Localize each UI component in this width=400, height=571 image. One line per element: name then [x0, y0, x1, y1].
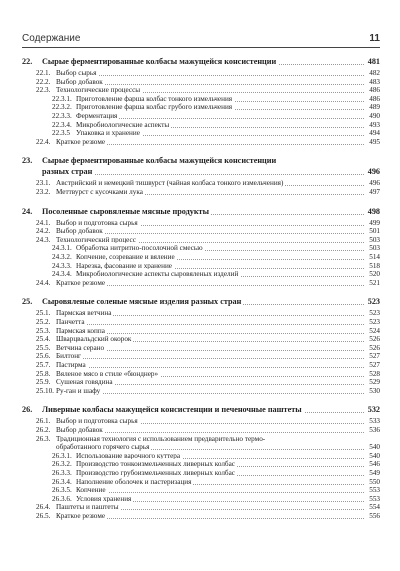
- toc-number: 24.3.1.: [52, 244, 72, 253]
- toc-number: 23.: [22, 156, 33, 166]
- toc-page: 497: [369, 188, 380, 196]
- toc-number: 26.3.1.: [52, 451, 72, 460]
- toc-title: Краткое резюме: [56, 512, 106, 520]
- toc-title: Наполнение оболочек и пастеризация: [76, 477, 192, 486]
- toc-number: 26.1.: [36, 417, 51, 426]
- toc-title: Упаковка и хранение: [76, 129, 140, 138]
- toc-number: 23.1.: [36, 179, 51, 188]
- toc-number: 22.3.: [36, 86, 51, 95]
- toc-section: [22, 57, 380, 67]
- toc-page: 499: [369, 218, 380, 227]
- toc-page: 526: [369, 343, 380, 352]
- toc-number: 24.: [22, 206, 33, 216]
- toc-page: 481: [367, 57, 380, 66]
- toc-title: Производство грубоизмельченных ливерных колбас: [76, 469, 235, 477]
- toc-section-continuation: [42, 167, 380, 177]
- toc-title: Панчетта: [56, 318, 85, 326]
- toc-number: 26.3.5.: [52, 486, 72, 495]
- toc-title: Ветчина серано: [56, 343, 105, 352]
- toc-title: Пармская коппа: [56, 326, 105, 335]
- toc-number: 25.2.: [36, 318, 51, 326]
- toc-page: 520: [369, 270, 380, 279]
- toc-page: 496: [369, 179, 380, 188]
- toc-title: Ру-ган и шафу: [56, 386, 101, 395]
- toc-page: 540: [369, 451, 380, 460]
- toc-section: [22, 207, 380, 217]
- toc-number: 25.4.: [36, 335, 51, 344]
- toc-page: 483: [369, 77, 380, 86]
- toc-page: 496: [367, 167, 380, 177]
- toc-number: 25.9.: [36, 378, 51, 387]
- toc-page: 521: [369, 278, 380, 287]
- toc-number: 26.4.: [36, 503, 51, 512]
- toc-label: [22, 156, 278, 166]
- toc-page: 486: [369, 86, 380, 95]
- toc-entry: [36, 137, 380, 147]
- toc-label: [22, 207, 211, 217]
- toc-title: Выбор и подготовка сырья: [56, 417, 138, 426]
- toc-title: Краткое резюме: [56, 137, 106, 146]
- toc-title: Обработка нитритно-посолочной смесью: [76, 244, 203, 253]
- toc-number: 24.3.4.: [52, 270, 72, 279]
- toc-title: Технологические процессы: [56, 86, 141, 95]
- toc-title: Ферментация: [76, 112, 118, 120]
- toc-number: 26.: [22, 405, 33, 415]
- toc-number: 26.3.4.: [52, 477, 72, 486]
- toc-section: [22, 156, 380, 166]
- toc-title: обработанного горячего сырья: [56, 443, 150, 452]
- toc-page: 546: [369, 460, 380, 469]
- toc-title: Ливерные колбасы мажущейся консистенции и печеночные паштеты: [42, 405, 302, 415]
- toc-title: Микробиологические аспекты сыровяленых изделий: [76, 270, 239, 279]
- toc-title: Выбор добавок: [56, 227, 103, 236]
- toc-number: 23.2.: [36, 188, 51, 196]
- toc-page: 527: [369, 361, 380, 369]
- toc-page: 528: [369, 369, 380, 378]
- toc-page: 514: [369, 253, 380, 261]
- toc-page: 532: [367, 405, 380, 415]
- toc-title: Выбор добавок: [56, 426, 103, 434]
- toc-number: 25.8.: [36, 369, 51, 378]
- toc-title: Копчение: [76, 486, 106, 495]
- toc-title: Австрийский и немецкий тишвурст (чайная колбаса тонкого измельчения): [56, 179, 284, 188]
- toc-title: Сушеная говядина: [56, 378, 113, 387]
- toc-number: 25.: [22, 297, 33, 307]
- toc-number: 22.3.5: [52, 129, 70, 138]
- toc-page: 533: [369, 417, 380, 426]
- toc-title: Приготовление фарша колбас грубого измельчения: [76, 103, 233, 112]
- toc-number: 22.: [22, 57, 33, 66]
- toc-label: [36, 278, 107, 288]
- toc-title: Вяленое мясо в стиле «бюнднер»: [56, 369, 159, 378]
- toc-page: 489: [369, 103, 380, 112]
- toc-page: 523: [367, 297, 380, 307]
- toc-page: 540: [369, 443, 380, 452]
- toc-title: Приготовление фарша колбас тонкого измельчения: [76, 94, 233, 103]
- toc-page: 494: [369, 129, 380, 138]
- toc-title: Нарезка, фасование и хранение: [76, 261, 172, 270]
- toc-number: 25.5.: [36, 343, 51, 352]
- toc-number: 24.3.3.: [52, 261, 72, 270]
- toc-section: [22, 405, 380, 415]
- toc-page: 501: [369, 227, 380, 236]
- toc-title: Производство тонкоизмельченных ливерных колбас: [76, 460, 235, 469]
- toc-number: 22.3.1.: [52, 94, 72, 103]
- toc-page: 495: [369, 137, 380, 146]
- toc-label: [36, 386, 102, 396]
- toc-page: 553: [369, 486, 380, 495]
- toc-entry: [36, 386, 380, 396]
- toc-number: 22.2.: [36, 77, 51, 86]
- toc-title: разных стран: [42, 167, 93, 177]
- toc-page: 482: [369, 69, 380, 77]
- toc-title: Пастирма: [56, 361, 86, 369]
- toc-entry: [36, 187, 380, 197]
- toc-page: 529: [369, 378, 380, 387]
- toc-title: Сырые ферментированные колбасы мажущейся консистенции: [42, 57, 277, 66]
- toc-label: [36, 137, 107, 147]
- toc-page: 518: [369, 261, 380, 270]
- toc-number: 26.3.6.: [52, 494, 72, 503]
- toc-number: 22.4.: [36, 137, 51, 146]
- toc-number: 26.5.: [36, 512, 51, 520]
- toc-number: 24.3.: [36, 235, 51, 244]
- toc-title: Билтонг: [56, 352, 81, 361]
- toc-title: Традиционная технология с использованием предварительно термо-: [56, 434, 266, 443]
- toc-title: Шварцвальдский окорок: [56, 335, 132, 344]
- toc-label: [22, 405, 304, 415]
- toc-number: 26.3.: [36, 434, 51, 443]
- toc-entry: [36, 278, 380, 288]
- toc-title: Копчение, созревание и вяление: [76, 253, 175, 261]
- toc-title: Посоленные сыровяленые мясные продукты: [42, 206, 209, 216]
- toc-title: Пармская ветчина: [56, 309, 112, 318]
- toc-page: 523: [369, 318, 380, 326]
- toc-label: [36, 187, 145, 197]
- toc-page: 527: [369, 352, 380, 361]
- toc-label: [36, 511, 107, 521]
- toc-number: 25.7.: [36, 361, 51, 369]
- toc-page: 554: [369, 503, 380, 512]
- toc-label: [22, 297, 243, 307]
- toc-number: 26.2.: [36, 426, 51, 434]
- toc-page: 526: [369, 335, 380, 344]
- toc-title: Выбор и подготовка сырья: [56, 218, 138, 227]
- toc-entry: [36, 511, 380, 521]
- toc-page: 523: [369, 309, 380, 318]
- toc-title: Краткое резюме: [56, 278, 106, 287]
- toc-page: 486: [369, 94, 380, 103]
- toc-section: [22, 297, 380, 307]
- toc-page: 493: [369, 120, 380, 129]
- page-number: 11: [369, 33, 380, 44]
- toc-title: Сыровяленые соленые мясные изделия разных стран: [42, 297, 242, 307]
- toc-number: 24.4.: [36, 278, 51, 287]
- toc-label: [42, 167, 94, 177]
- toc-label: [22, 57, 278, 67]
- toc-page: 550: [369, 477, 380, 486]
- toc-number: 24.2.: [36, 227, 51, 236]
- toc-number: 25.1.: [36, 309, 51, 318]
- toc-page: 553: [369, 494, 380, 503]
- toc-page: 503: [369, 244, 380, 253]
- toc-title: Выбор добавок: [56, 77, 103, 86]
- toc-number: 22.3.4.: [52, 120, 72, 129]
- toc-number: 24.1.: [36, 218, 51, 227]
- toc-number: 22.3.3.: [52, 112, 72, 120]
- toc-page: 503: [369, 235, 380, 244]
- toc-page: 530: [369, 386, 380, 395]
- toc-page: 549: [369, 469, 380, 477]
- toc-title: Сырые ферментированные колбасы мажущейся консистенции: [42, 156, 277, 166]
- toc-title: Меттвурст с кусочками лука: [56, 188, 143, 196]
- toc-title: Микробиологические аспекты: [76, 120, 170, 129]
- toc-number: 25.6.: [36, 352, 51, 361]
- toc-number: 24.3.2.: [52, 253, 72, 261]
- toc-number: 25.10.: [36, 386, 54, 395]
- page-header-title: Содержание: [22, 33, 81, 44]
- toc-number: 22.1.: [36, 69, 51, 77]
- toc-number: 26.3.2.: [52, 460, 72, 469]
- toc-title: Выбор сырья: [56, 69, 97, 77]
- toc-page: 498: [367, 206, 380, 216]
- toc-number: 25.3.: [36, 326, 51, 335]
- toc-title: Паштеты и паштеты: [56, 503, 119, 512]
- toc-number: 26.3.3.: [52, 469, 72, 477]
- toc-page: 524: [369, 326, 380, 335]
- toc-title: Использование варочного куттера: [76, 451, 181, 460]
- toc-title: Условия хранения: [76, 494, 132, 503]
- toc-title: Технологический процесс: [56, 235, 136, 244]
- toc-number: 22.3.2.: [52, 103, 72, 112]
- toc-page: 556: [369, 512, 380, 520]
- toc-page: 490: [369, 112, 380, 120]
- toc-page: 536: [369, 426, 380, 434]
